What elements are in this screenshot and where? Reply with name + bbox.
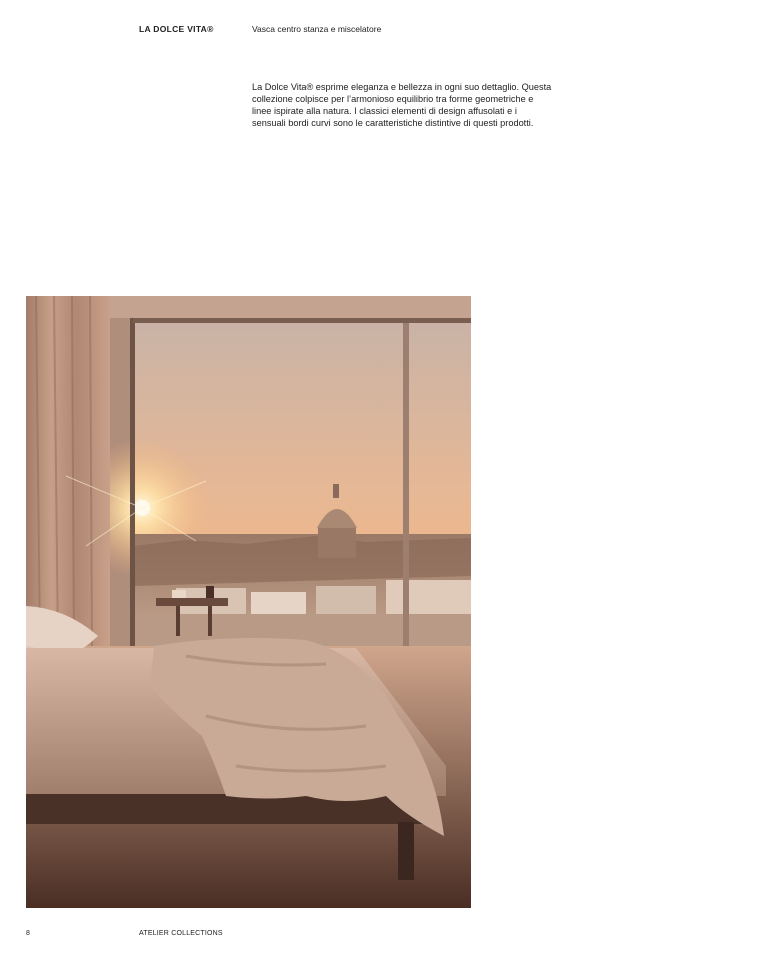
intro-paragraph: La Dolce Vita® esprime eleganza e bellezza in ogni suo dettaglio. Questa collezione colpisce per l’armonioso equilibrio tra forme geometriche e linee ispirate alla natura. I classici elementi di design affusolati e i sensuali bordi curvi sono le caratteristiche distintive di questi prodotti. (252, 82, 552, 128)
header-collection-title: LA DOLCE VITA® (139, 24, 214, 34)
bedroom-photo (26, 296, 471, 908)
footer-page-number: 8 (26, 930, 30, 937)
footer-collection-name: ATELIER COLLECTIONS (139, 930, 223, 937)
header-product-subtitle: Vasca centro stanza e miscelatore (252, 24, 382, 34)
